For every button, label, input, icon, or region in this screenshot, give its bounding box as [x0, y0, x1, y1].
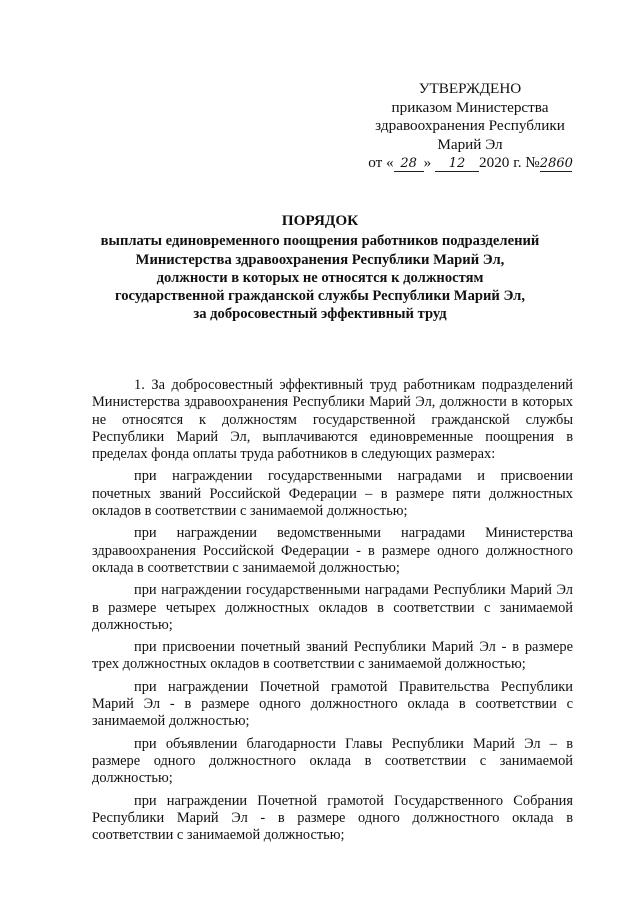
- approval-heading: УТВЕРЖДЕНО: [418, 80, 522, 97]
- date-mid: »: [423, 154, 432, 172]
- title-line: Министерства здравоохранения Республики Марий Эл,: [135, 251, 505, 268]
- approval-date-line: [350, 154, 590, 173]
- body-paragraph: при объявлении благодарности Главы Республики Марий Эл – в размере одного должностного оклада в соответствии с занимаемой должностью;: [92, 735, 573, 787]
- document-body: [92, 377, 573, 849]
- body-paragraph: при награждении Почетной грамотой Правительства Республики Марий Эл - в размере одного должностного оклада в соответствии с занимаемой должностью;: [92, 678, 573, 730]
- title-main: ПОРЯДОК: [281, 212, 359, 229]
- date-prefix: от «: [368, 154, 394, 172]
- order-number-handwritten: 2860: [539, 156, 573, 172]
- body-paragraph: при награждении Почетной грамотой Государственного Собрания Республики Марий Эл - в размере одного должностного оклада в соответствии с занимаемой должностью;: [92, 792, 573, 844]
- approval-order-line: приказом Министерства: [391, 98, 549, 116]
- approval-ministry-line: здравоохранения Республики: [375, 117, 565, 135]
- title-line: выплаты единовременного поощрения работников подразделений: [100, 233, 540, 250]
- title-line: государственной гражданской службы Республики Марий Эл,: [114, 288, 525, 305]
- date-day-handwritten: 28: [394, 157, 424, 172]
- body-paragraph: 1. За добросовестный эффективный труд работникам подразделений Министерства здравоохранения Республики Марий Эл, должности в которых не относятся к должностям государственной гражданской службы Республики Марий Эл, выплачиваются единовременные поощрения в пределах фонда оплаты труда работников в следующих размерах:: [92, 377, 573, 463]
- date-year: 2020 г. №: [479, 154, 540, 172]
- body-paragraph: при награждении государственными наградами Республики Марий Эл в размере четырех должностных окладов в соответствии с занимаемой должностью;: [92, 582, 573, 633]
- body-paragraph: при награждении государственными наградами и присвоении почетных званий Российской Федерации – в размере пяти должностных окладов в соответствии с занимаемой должностью;: [92, 468, 573, 520]
- date-month-handwritten: 12: [435, 157, 479, 172]
- body-paragraph: при награждении ведомственными наградами Министерства здравоохранения Российской Федерации - в размере одного должностного оклада в соответствии с занимаемой должностью;: [92, 525, 573, 576]
- title-line: должности в которых не относятся к должностям: [156, 269, 484, 286]
- body-paragraph: при присвоении почетный званий Республики Марий Эл - в размере трех должностных окладов в соответствии с занимаемой должностью;: [92, 639, 573, 673]
- approval-stamp: [350, 80, 590, 173]
- document-title: [60, 212, 580, 324]
- approval-region-line: Марий Эл: [437, 135, 503, 153]
- title-line: за добросовестный эффективный труд: [193, 306, 447, 323]
